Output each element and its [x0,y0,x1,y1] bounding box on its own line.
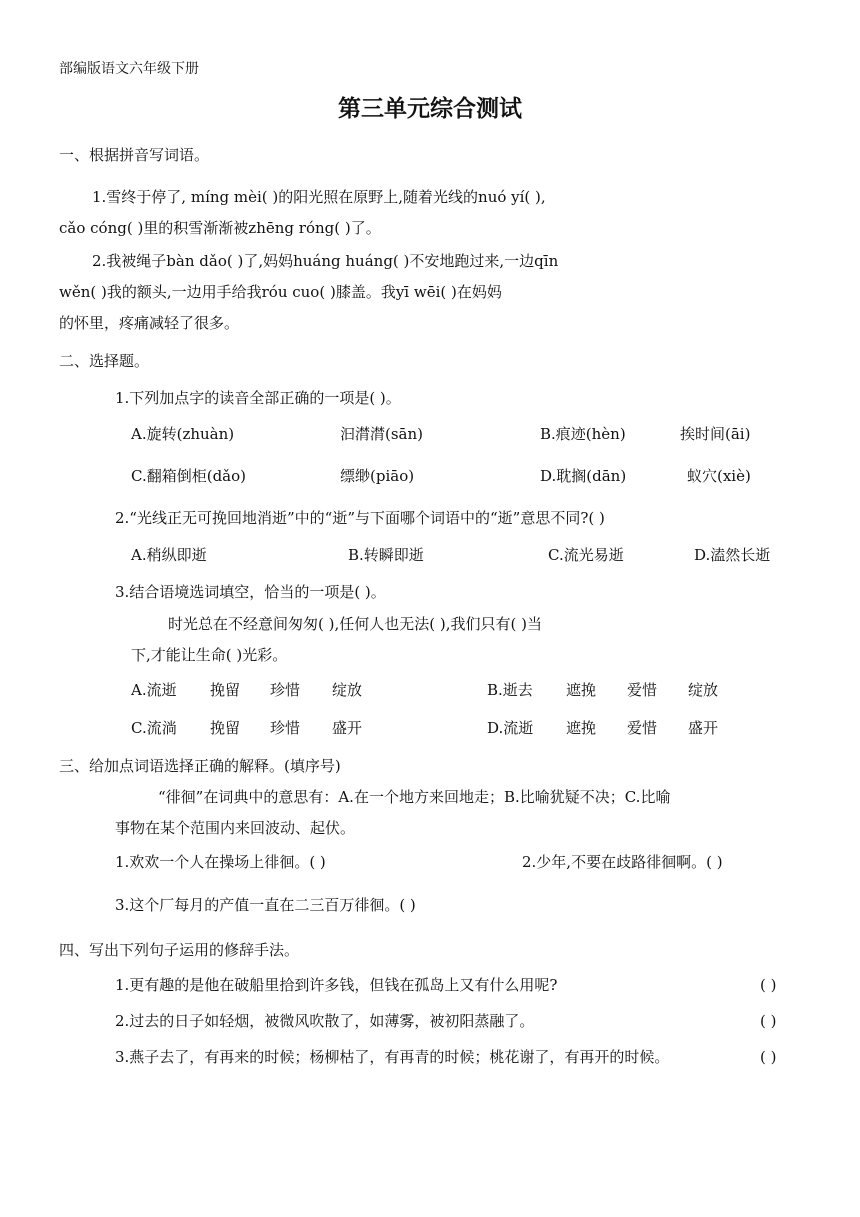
s2-q2: 2.“光线正无可挽回地消逝”中的“逝”与下面哪个词语中的“逝”意思不同?( ) [115,509,605,527]
s2-q3-opt: 珍惜 [270,681,301,699]
s4-item: 2.过去的日子如轻烟，被微风吹散了，如薄雾，被初阳蒸融了。 [115,1012,535,1030]
s1-line-2: cǎo cóng( )里的积雪渐渐被zhēng róng( )了。 [59,219,381,237]
header-text: 部编版语文六年级下册 [59,61,199,77]
s2-q2-opt: C.流光易逝 [548,546,624,564]
s2-q3-opt: 绽放 [688,681,719,699]
s2-q3-opt: 珍惜 [270,719,301,737]
page-title: 第三单元综合测试 [338,96,522,122]
s2-q3-opt: 盛开 [688,719,719,737]
s4-answer-blank: ( ) [760,1048,777,1066]
section-4-heading: 四、写出下列句子运用的修辞手法。 [59,941,300,959]
s4-answer-blank: ( ) [760,976,777,994]
s3-q2: 2.少年,不要在歧路徘徊啊。( ) [522,853,723,871]
s3-q3: 3.这个厂每月的产值一直在二三百万徘徊。( ) [115,896,416,914]
s2-q3: 3.结合语境选词填空，恰当的一项是( )。 [115,583,386,601]
s2-q3-opt: B.逝去 [487,681,533,699]
s1-line-5: 的怀里，疼痛减轻了很多。 [59,314,240,332]
s2-q1-opt: B.痕迹(hèn) [540,425,626,443]
s4-answer-blank: ( ) [760,1012,777,1030]
s1-line-4: wěn( )我的额头,一边用手给我róu cuo( )膝盖。我yī wēi( )在妈妈 [59,283,502,301]
s4-item: 1.更有趣的是他在破船里拾到许多钱，但钱在孤岛上又有什么用呢? [115,976,558,994]
s2-q1-opt: D.耽搁(dān) [540,467,627,485]
s2-q1-opt: C.翻箱倒柜(dǎo) [131,467,246,485]
s2-q3-opt: 爱惜 [627,719,658,737]
s2-q3-opt: A.流逝 [131,681,177,699]
s1-line-1: 1.雪终于停了, míng mèi( )的阳光照在原野上,随着光线的nuó yí( ), [92,188,546,206]
s2-q3-opt: 遮挽 [566,719,597,737]
s2-q1-opt: 挨时间(āi) [680,425,751,443]
s2-q2-opt: A.稍纵即逝 [131,546,207,564]
section-1-heading: 一、根据拼音写词语。 [59,146,210,164]
s2-q3-opt: 爱惜 [627,681,658,699]
s2-q3-opt: C.流淌 [131,719,177,737]
s2-q3-opt: 绽放 [332,681,363,699]
s2-q1-opt: A.旋转(zhuàn) [131,425,235,443]
s2-q2-opt: B.转瞬即逝 [348,546,424,564]
s2-q3-opt: 遮挽 [566,681,597,699]
s1-line-3: 2.我被绳子bàn dǎo( )了,妈妈huáng huáng( )不安地跑过来,一边qīn [92,252,559,270]
s2-q3-opt: 盛开 [332,719,363,737]
s2-q1: 1.下列加点字的读音全部正确的一项是( )。 [115,389,401,407]
s2-q1-opt: 蚁穴(xiè) [687,467,751,485]
s2-q3-opt: 挽留 [210,719,241,737]
s2-q1-opt: 汩潸潸(sān) [340,425,424,443]
s2-q3-opt: D.流逝 [487,719,534,737]
s2-q2-opt: D.溘然长逝 [694,546,771,564]
s2-q1-opt: 缥缈(piāo) [340,467,415,485]
section-3-heading: 三、给加点词语选择正确的解释。(填序号) [59,757,341,775]
s4-item: 3.燕子去了，有再来的时候；杨柳枯了，有再青的时候；桃花谢了，有再开的时候。 [115,1048,670,1066]
s2-q3-text-1: 时光总在不经意间匆匆( ),任何人也无法( ),我们只有( )当 [168,615,542,633]
section-2-heading: 二、选择题。 [59,352,150,370]
s2-q3-text-2: 下,才能让生命( )光彩。 [131,646,288,664]
s2-q3-opt: 挽留 [210,681,241,699]
s3-q1: 1.欢欢一个人在操场上徘徊。( ) [115,853,326,871]
s3-text-1: “徘徊”在词典中的意思有：A.在一个地方来回地走；B.比喻犹疑不决；C.比喻 [158,788,671,806]
s3-text-2: 事物在某个范围内来回波动、起伏。 [115,819,356,837]
